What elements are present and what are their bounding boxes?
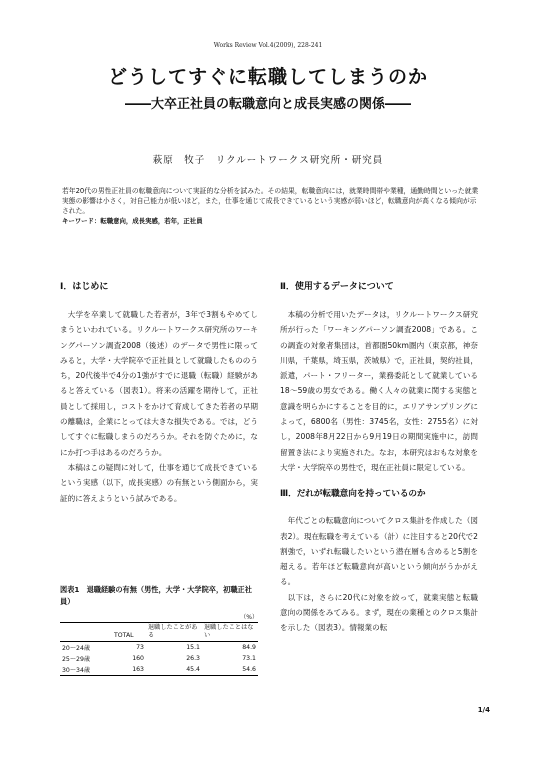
body-paragraph: 以下は，さらに20代に対象を絞って，就業実態と転職意向の関係をみてみる。まず，現在の業種とのクロス集計を示した（図表3）。情報業の転 bbox=[280, 592, 478, 633]
table-caption: 図表1 退職経験の有無（男性，大学・大学院卒，初職正社員） bbox=[60, 585, 252, 606]
table-row bbox=[60, 664, 258, 676]
table-row bbox=[60, 653, 258, 664]
table-cell: 20～24歳 bbox=[62, 645, 91, 652]
author-line: 萩原 牧子 リクルートワークス研究所・研究員 bbox=[152, 155, 384, 166]
keywords: キーワード：転職意向，成長実感，若年，正社員 bbox=[62, 217, 203, 225]
body-paragraph: 大学を卒業して就職した若者が，3年で3割もやめてしまうといわれている。リクルートワークス研究所のワーキングパーソン調査2008（後述）のデータで男性に限ってみると，大学・大学院卒で正社員として就職したもののうち，20代後半で4分の1強がすでに退職（転職）経験があると答えている（図表1）。将来の活躍を期待して，正社員として採用し，コストをかけて育成してきた若者の早期の離職は，企業にとっては大きな損失である。では，どうしてすぐに転職しまうのだろうか。それを防ぐために，なにか打つ手はあるのだろうか。 bbox=[60, 310, 258, 457]
table-cell: 25～29歳 bbox=[62, 656, 91, 663]
table-cell: 15.1 bbox=[186, 644, 200, 651]
table-container bbox=[60, 612, 258, 676]
table-cell: 160 bbox=[132, 655, 144, 662]
right-column bbox=[280, 280, 478, 636]
paper-title: どうしてすぐに転職してしまうのか bbox=[107, 66, 428, 88]
table-cell: 84.9 bbox=[242, 644, 256, 651]
table-header-cell: TOTAL bbox=[114, 632, 134, 639]
table-header-cell: 退職したことがある bbox=[148, 624, 198, 639]
section-heading: Ⅲ．だれが転職意向を持っているのか bbox=[280, 489, 426, 500]
abstract: 若年20代の男性正社員の転職意向について実証的な分析を試みた。その結果，転職意向には，就業時間帯や業種，通勤時間といった就業実態の影響は小さく，対自己能力が低いほど，また，仕事を通じて成長できているという実感が弱いほど，転職意向が高くなる傾向が示された。 bbox=[62, 187, 479, 215]
body-paragraph: 本稿の分析で用いたデータは，リクルートワークス研究所が行った「ワーキングパーソン調査2008」である。この調査の対象者集団は，首都圏50km圏内（東京都，神奈川県，千葉県，埼玉県，茨城県）で，正社員，契約社員，派遣，パート・フリーター，業務委託として就業している18～59歳の男女である。働く人々の就業に関する実態と意識を明らかにすることを目的に，エリアサンプリングによって，6800名（男性：3745名，女性：2755名）に対し，2008年8月22日から9月19日の期間実施中に，訪問留置き法により実施された。なお，本研究はおもな対象を大学・大学院卒の男性で，現在正社員に限定している。 bbox=[280, 310, 478, 472]
table-cell: 30～34歳 bbox=[62, 667, 91, 674]
body-paragraph: 年代ごとの転職意向についてクロス集計を作成した（図表2）。現在転職を考えている（計）に注目すると20代で2割強で，いずれ転職したいという潜在層も含めると5割を超える。若年ほど転職意向が高いという傾向がうかがえる。 bbox=[280, 516, 478, 587]
table-row bbox=[60, 642, 258, 654]
table-cell: 73 bbox=[136, 644, 144, 651]
table-cell: 54.6 bbox=[242, 666, 256, 673]
table-cell: 26.3 bbox=[186, 655, 200, 662]
table-header-row bbox=[60, 623, 258, 642]
section-heading: Ⅱ．使用するデータについて bbox=[280, 282, 394, 292]
data-table bbox=[60, 622, 258, 676]
table-header-cell bbox=[60, 623, 112, 642]
journal-header: Works Review Vol.4(2009), 228-241 bbox=[213, 42, 323, 49]
table-cell: 73.1 bbox=[242, 655, 256, 662]
paper-subtitle: ――大卒正社員の転職意向と成長実感の関係―― bbox=[124, 97, 411, 112]
table-cell: 45.4 bbox=[186, 666, 200, 673]
left-column bbox=[60, 280, 258, 506]
body-paragraph: 本稿はこの疑問に対して，仕事を通じて成長できているという実感（以下，成長実感）の有無という側面から，実証的に答えようという試みである。 bbox=[60, 462, 258, 503]
table-cell: 163 bbox=[132, 666, 144, 673]
section-heading: Ⅰ．はじめに bbox=[60, 282, 109, 292]
page-number: 1/4 bbox=[477, 706, 490, 714]
table-header-cell: 退職したことはない bbox=[204, 624, 254, 639]
table-unit: （%） bbox=[240, 614, 258, 621]
